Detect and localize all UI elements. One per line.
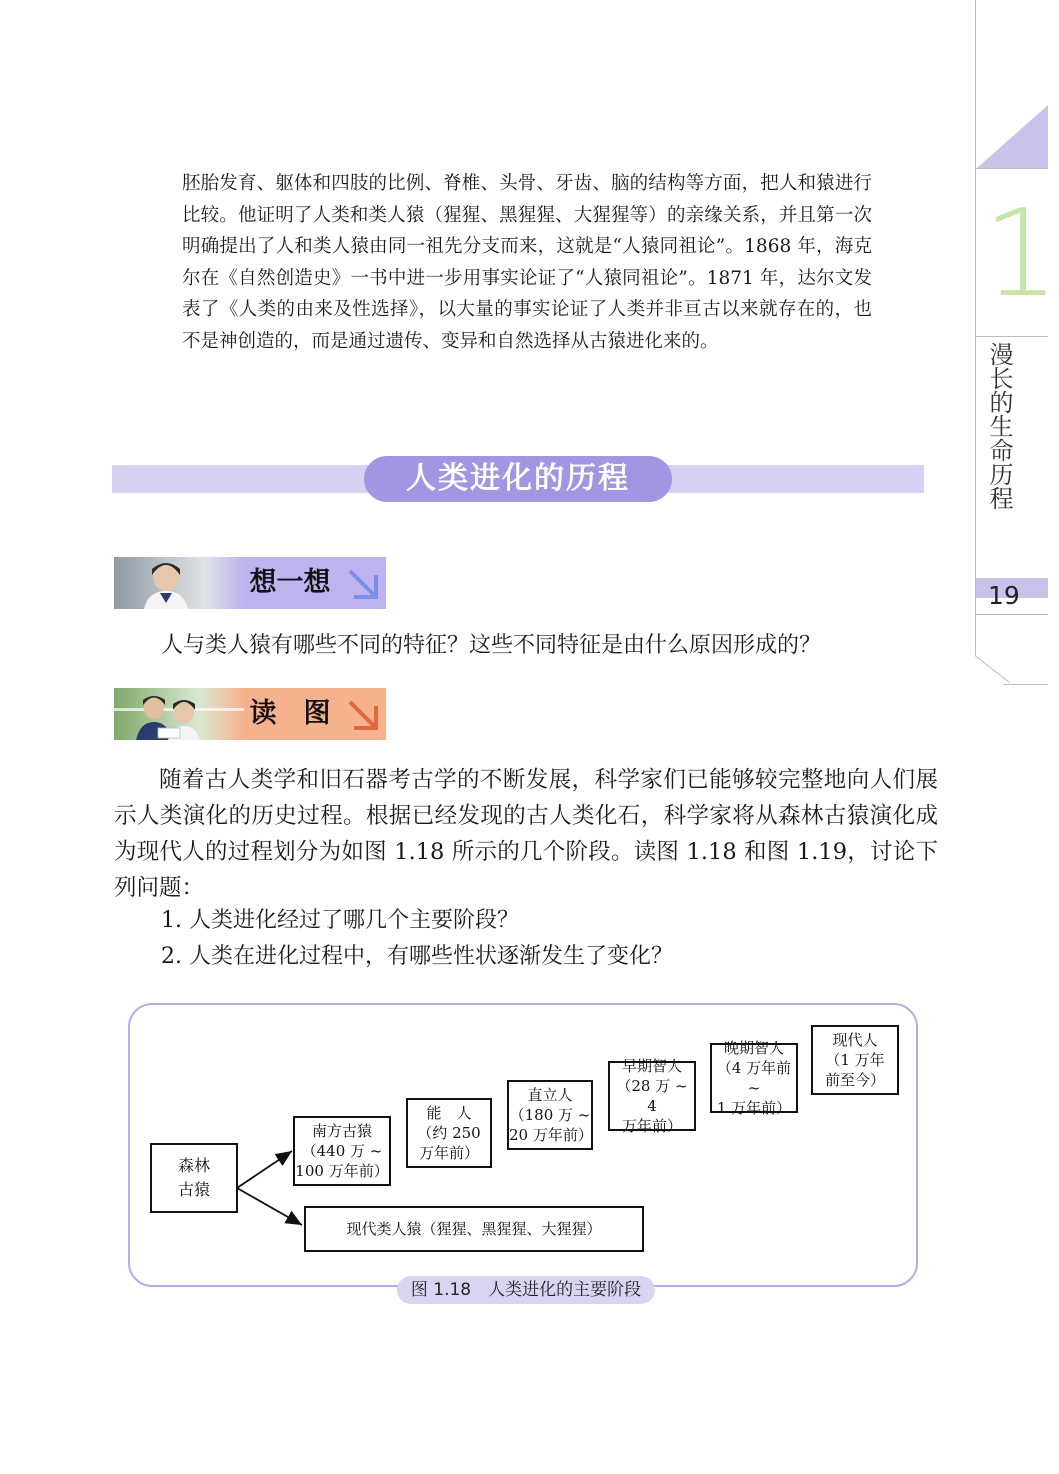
arrow-to-modern-apes bbox=[237, 1188, 302, 1225]
stage-line: 直立人 bbox=[527, 1086, 573, 1104]
stage-modern-human bbox=[811, 1025, 899, 1095]
think-question: 人与类人猿有哪些不同的特征？这些不同特征是由什么原因形成的？ bbox=[161, 633, 822, 658]
stage-line: 南方古猿 bbox=[311, 1122, 372, 1140]
stage-line: 现代人 bbox=[832, 1031, 878, 1049]
stage-line: 晚期智人 bbox=[723, 1039, 784, 1057]
chapter-number: 1 bbox=[983, 185, 1059, 324]
think-label: 想一想 bbox=[249, 567, 331, 598]
read-paragraph: 随着古人类学和旧石器考古学的不断发展，科学家们已能够较完整地向人们展示人类演化的历史过程。根据已经发现的古人类化石，科学家将从森林古猿演化成为现代人的过程划分为如图 1.18 所示的几个阶段。读图 1.18 和图 1.19，讨论下列问题： bbox=[114, 767, 938, 901]
margin-line-bottom bbox=[1003, 684, 1048, 685]
section-title: 人类进化的历程 bbox=[364, 456, 672, 502]
stage-line: 早期智人 bbox=[621, 1057, 682, 1075]
page-number: 19 bbox=[988, 581, 1020, 610]
stage-homo-habilis bbox=[406, 1098, 492, 1168]
stage-modern-apes bbox=[304, 1206, 644, 1252]
arrow-down-right-icon bbox=[346, 698, 380, 732]
stage-line: （440 万 ~ bbox=[301, 1142, 383, 1160]
body-paragraph: 胚胎发育、躯体和四肢的比例、脊椎、头骨、牙齿、脑的结构等方面，把人和猿进行比较。他证明了人类和类人猿（猩猩、黑猩猩、大猩猩等）的亲缘关系，并且第一次明确提出了人和类人猿由同一祖先分支而来，这就是“人猿同祖论”。1868 年，海克尔在《自然创造史》一书中进一步用事实论证了“人猿同祖论”。1871 年，达尔文发表了《人类的由来及性选择》，以大量的事实论证了人类并非亘古以来就存在的，也不是神创造的，而是通过遗传、变异和自然选择从古猿进化来的。 bbox=[182, 173, 872, 352]
stage-line: 能 人 bbox=[426, 1104, 472, 1122]
chapter-title: 漫长的生命历程 bbox=[985, 342, 1013, 510]
stage-line: 前至今） bbox=[824, 1071, 885, 1089]
arrow-down-right-icon bbox=[346, 567, 380, 601]
stage-line: 100 万年前） bbox=[295, 1162, 389, 1180]
margin-line-corner bbox=[974, 655, 1009, 683]
margin-line bbox=[975, 0, 976, 655]
margin-divider bbox=[976, 336, 1048, 337]
think-tag bbox=[114, 557, 386, 609]
stage-australopithecus bbox=[293, 1116, 391, 1186]
stage-line: （28 万 ~ 4 bbox=[616, 1077, 688, 1115]
stage-line: 森林 bbox=[177, 1156, 210, 1175]
stage-line: （4 万年前 ~ bbox=[716, 1059, 792, 1097]
margin-divider bbox=[976, 168, 1048, 169]
student-photo-icon bbox=[114, 557, 244, 609]
discussion-question-1: 1. 人类进化经过了哪几个主要阶段？ bbox=[161, 908, 519, 933]
stage-line: （1 万年 bbox=[825, 1051, 885, 1069]
discussion-question-2: 2. 人类在进化过程中，有哪些性状逐渐发生了变化？ bbox=[161, 944, 673, 969]
arrow-to-australopithecus bbox=[237, 1151, 292, 1188]
stage-line: 万年前） bbox=[418, 1144, 479, 1162]
read-tag bbox=[114, 688, 386, 740]
stage-forest-ape bbox=[150, 1143, 238, 1213]
stage-line: 1 万年前） bbox=[716, 1099, 792, 1117]
stage-line: （180 万 ~ bbox=[509, 1106, 591, 1124]
read-label: 读 图 bbox=[249, 698, 331, 729]
stage-line: （约 250 bbox=[417, 1124, 481, 1142]
figure-caption: 图 1.18 人类进化的主要阶段 bbox=[397, 1276, 655, 1304]
stage-late-homo-sapiens bbox=[710, 1039, 798, 1117]
students-reading-photo-icon bbox=[114, 688, 244, 740]
stage-homo-erectus bbox=[507, 1080, 593, 1150]
stage-line: 现代类人猿（猩猩、黑猩猩、大猩猩） bbox=[346, 1220, 602, 1238]
stage-early-homo-sapiens bbox=[608, 1057, 696, 1135]
stage-line: 古猿 bbox=[177, 1180, 210, 1199]
stage-line: 20 万年前） bbox=[509, 1126, 593, 1144]
stage-line: 万年前） bbox=[621, 1117, 682, 1135]
chapter-corner-triangle bbox=[977, 105, 1048, 168]
margin-divider bbox=[976, 614, 1048, 615]
